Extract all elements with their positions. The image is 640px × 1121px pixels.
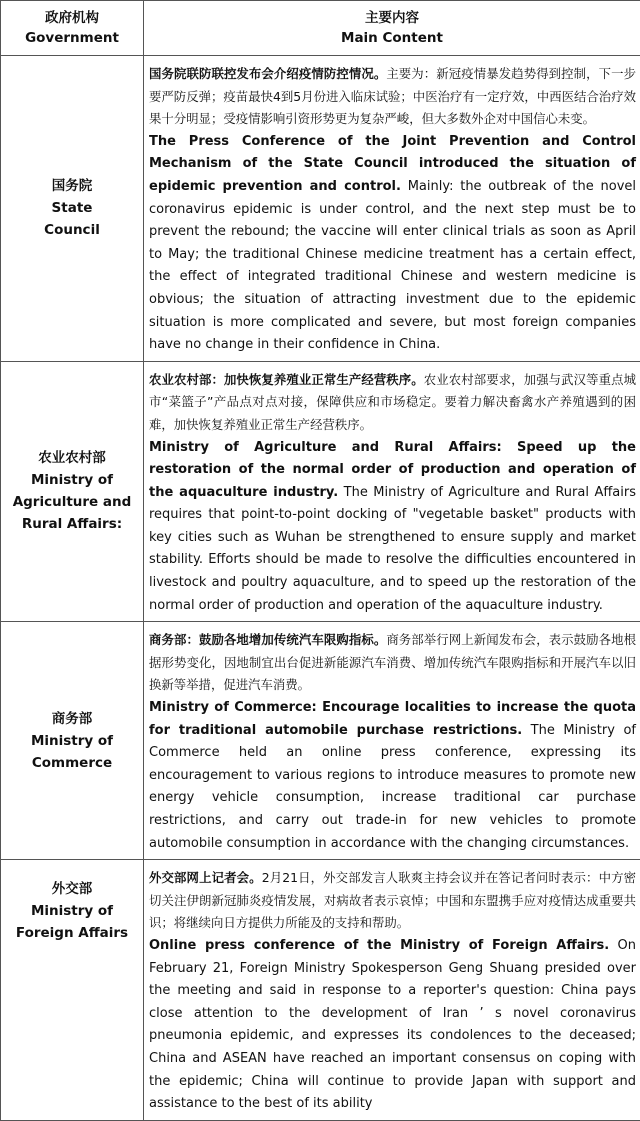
content-cell	[144, 361, 640, 622]
table-row	[1, 622, 640, 860]
content-zh-lead: 国务院联防联控发布会介绍疫情防控情况。	[149, 66, 386, 81]
content-zh-body: 农业农村部要求，加强与武汉等重点城市“菜篮子”产品点对点对接，保障供应和市场稳定。要着力解决畜禽水产养殖遇到的困难，加快恢复养殖业正常生产经营秩序。	[149, 372, 636, 432]
government-name-en: Council	[1, 219, 143, 241]
government-name-en: State	[1, 197, 143, 219]
header-government-en: Government	[1, 28, 143, 48]
government-name-en: Rural Affairs:	[1, 513, 143, 535]
table-header-row	[1, 1, 640, 56]
content-zh	[149, 369, 636, 437]
content-zh-body: 主要为：新冠疫情暴发趋势得到控制，下一步要严防反弹；疫苗最快4到5月份进入临床试验；中医治疗有一定疗效，中西医结合治疗效果十分明显；受疫情影响引资形势更为复杂严峻，但大多数外企对中国信心未变。	[149, 66, 636, 126]
table-row	[1, 56, 640, 362]
content-en-body: Mainly: the outbreak of the novel coronavirus epidemic is under control, and the next step must be to prevent the rebound; the vaccine will enter clinical trials as soon as April to May; the traditional Chinese medicine treatment has a certain effect, the effect of integrated traditional Chinese and western medicine is obvious; the situation of attracting investment due to the epidemic situation is more complicated and severe, but most foreign companies have no change in their confidence in China.	[149, 179, 636, 352]
government-cell	[1, 860, 144, 1121]
content-zh	[149, 867, 636, 935]
content-cell	[144, 56, 640, 362]
content-en	[149, 935, 636, 1116]
content-zh	[149, 629, 636, 697]
content-en-lead: Ministry of Agriculture and Rural Affairs: Speed up the restoration of the normal order of production and operation of the aquaculture industry.	[149, 440, 636, 500]
content-en	[149, 437, 636, 618]
government-name-en: Agriculture and	[1, 491, 143, 513]
content-en-lead: Ministry of Commerce: Encourage localities to increase the quota for traditional automobile purchase restrictions.	[149, 700, 636, 738]
content-en	[149, 697, 636, 855]
content-zh-lead: 外交部网上记者会。	[149, 870, 262, 885]
content-en-body: The Ministry of Commerce held an online press conference, expressing its encouragement to various regions to introduce measures to promote new energy vehicle consumption, increase traditional car purchase restrictions, and carry out trade-in for new vehicles to promote automobile consumption in accordance with the changing circumstances.	[149, 723, 636, 851]
header-government-zh: 政府机构	[1, 8, 143, 28]
header-content-en: Main Content	[144, 28, 640, 48]
content-zh-lead: 农业农村部：加快恢复养殖业正常生产经营秩序。	[149, 372, 424, 387]
table-row	[1, 361, 640, 622]
header-main-content	[144, 1, 640, 56]
content-zh-body: 2月21日，外交部发言人耿爽主持会议并在答记者问时表示：中方密切关注伊朗新冠肺炎疫情发展，对病故者表示哀悼；中国和东盟携手应对疫情达成重要共识；将继续向日方提供力所能及的支持和帮助。	[149, 870, 636, 930]
government-name-zh: 国务院	[1, 175, 143, 197]
content-cell	[144, 860, 640, 1121]
header-government	[1, 1, 144, 56]
government-name-en: Ministry of	[1, 469, 143, 491]
government-name-zh: 农业农村部	[1, 447, 143, 469]
table-row	[1, 860, 640, 1121]
government-name-en: Ministry of	[1, 730, 143, 752]
content-cell	[144, 622, 640, 860]
content-en-lead: Online press conference of the Ministry of Foreign Affairs.	[149, 938, 609, 953]
content-en-body: On February 21, Foreign Ministry Spokesperson Geng Shuang presided over the meeting and said in response to a reporter's question: China pays close attention to the development of Iran ’ s novel coronavirus pneumonia epidemic, and expresses its condolences to the deceased; China and ASEAN have reached an important consensus on coping with the epidemic; China will continue to provide Japan with support and assistance to the best of its ability	[149, 938, 636, 1111]
government-cell	[1, 361, 144, 622]
content-zh-lead: 商务部：鼓励各地增加传统汽车限购指标。	[149, 632, 386, 647]
government-cell	[1, 622, 144, 860]
government-name-zh: 商务部	[1, 708, 143, 730]
content-en	[149, 131, 636, 357]
content-zh	[149, 63, 636, 131]
government-name-en: Commerce	[1, 752, 143, 774]
content-zh-body: 商务部举行网上新闻发布会，表示鼓励各地根据形势变化，因地制宜出台促进新能源汽车消费、增加传统汽车限购指标和开展汽车以旧换新等举措，促进汽车消费。	[149, 632, 636, 692]
content-en-lead: The Press Conference of the Joint Prevention and Control Mechanism of the State Council introduced the situation of epidemic prevention and control.	[149, 134, 636, 194]
government-name-en: Ministry of	[1, 900, 143, 922]
government-name-en: Foreign Affairs	[1, 922, 143, 944]
government-cell	[1, 56, 144, 362]
government-name-zh: 外交部	[1, 878, 143, 900]
content-en-body: The Ministry of Agriculture and Rural Affairs requires that point-to-point docking of "vegetable basket" products with key cities such as Wuhan be strengthened to ensure supply and market stability. Efforts should be made to resolve the difficulties encountered in livestock and poultry aquaculture, and to speed up the restoration of the normal order of production and operation of the aquaculture industry.	[149, 485, 636, 613]
header-content-zh: 主要内容	[144, 8, 640, 28]
